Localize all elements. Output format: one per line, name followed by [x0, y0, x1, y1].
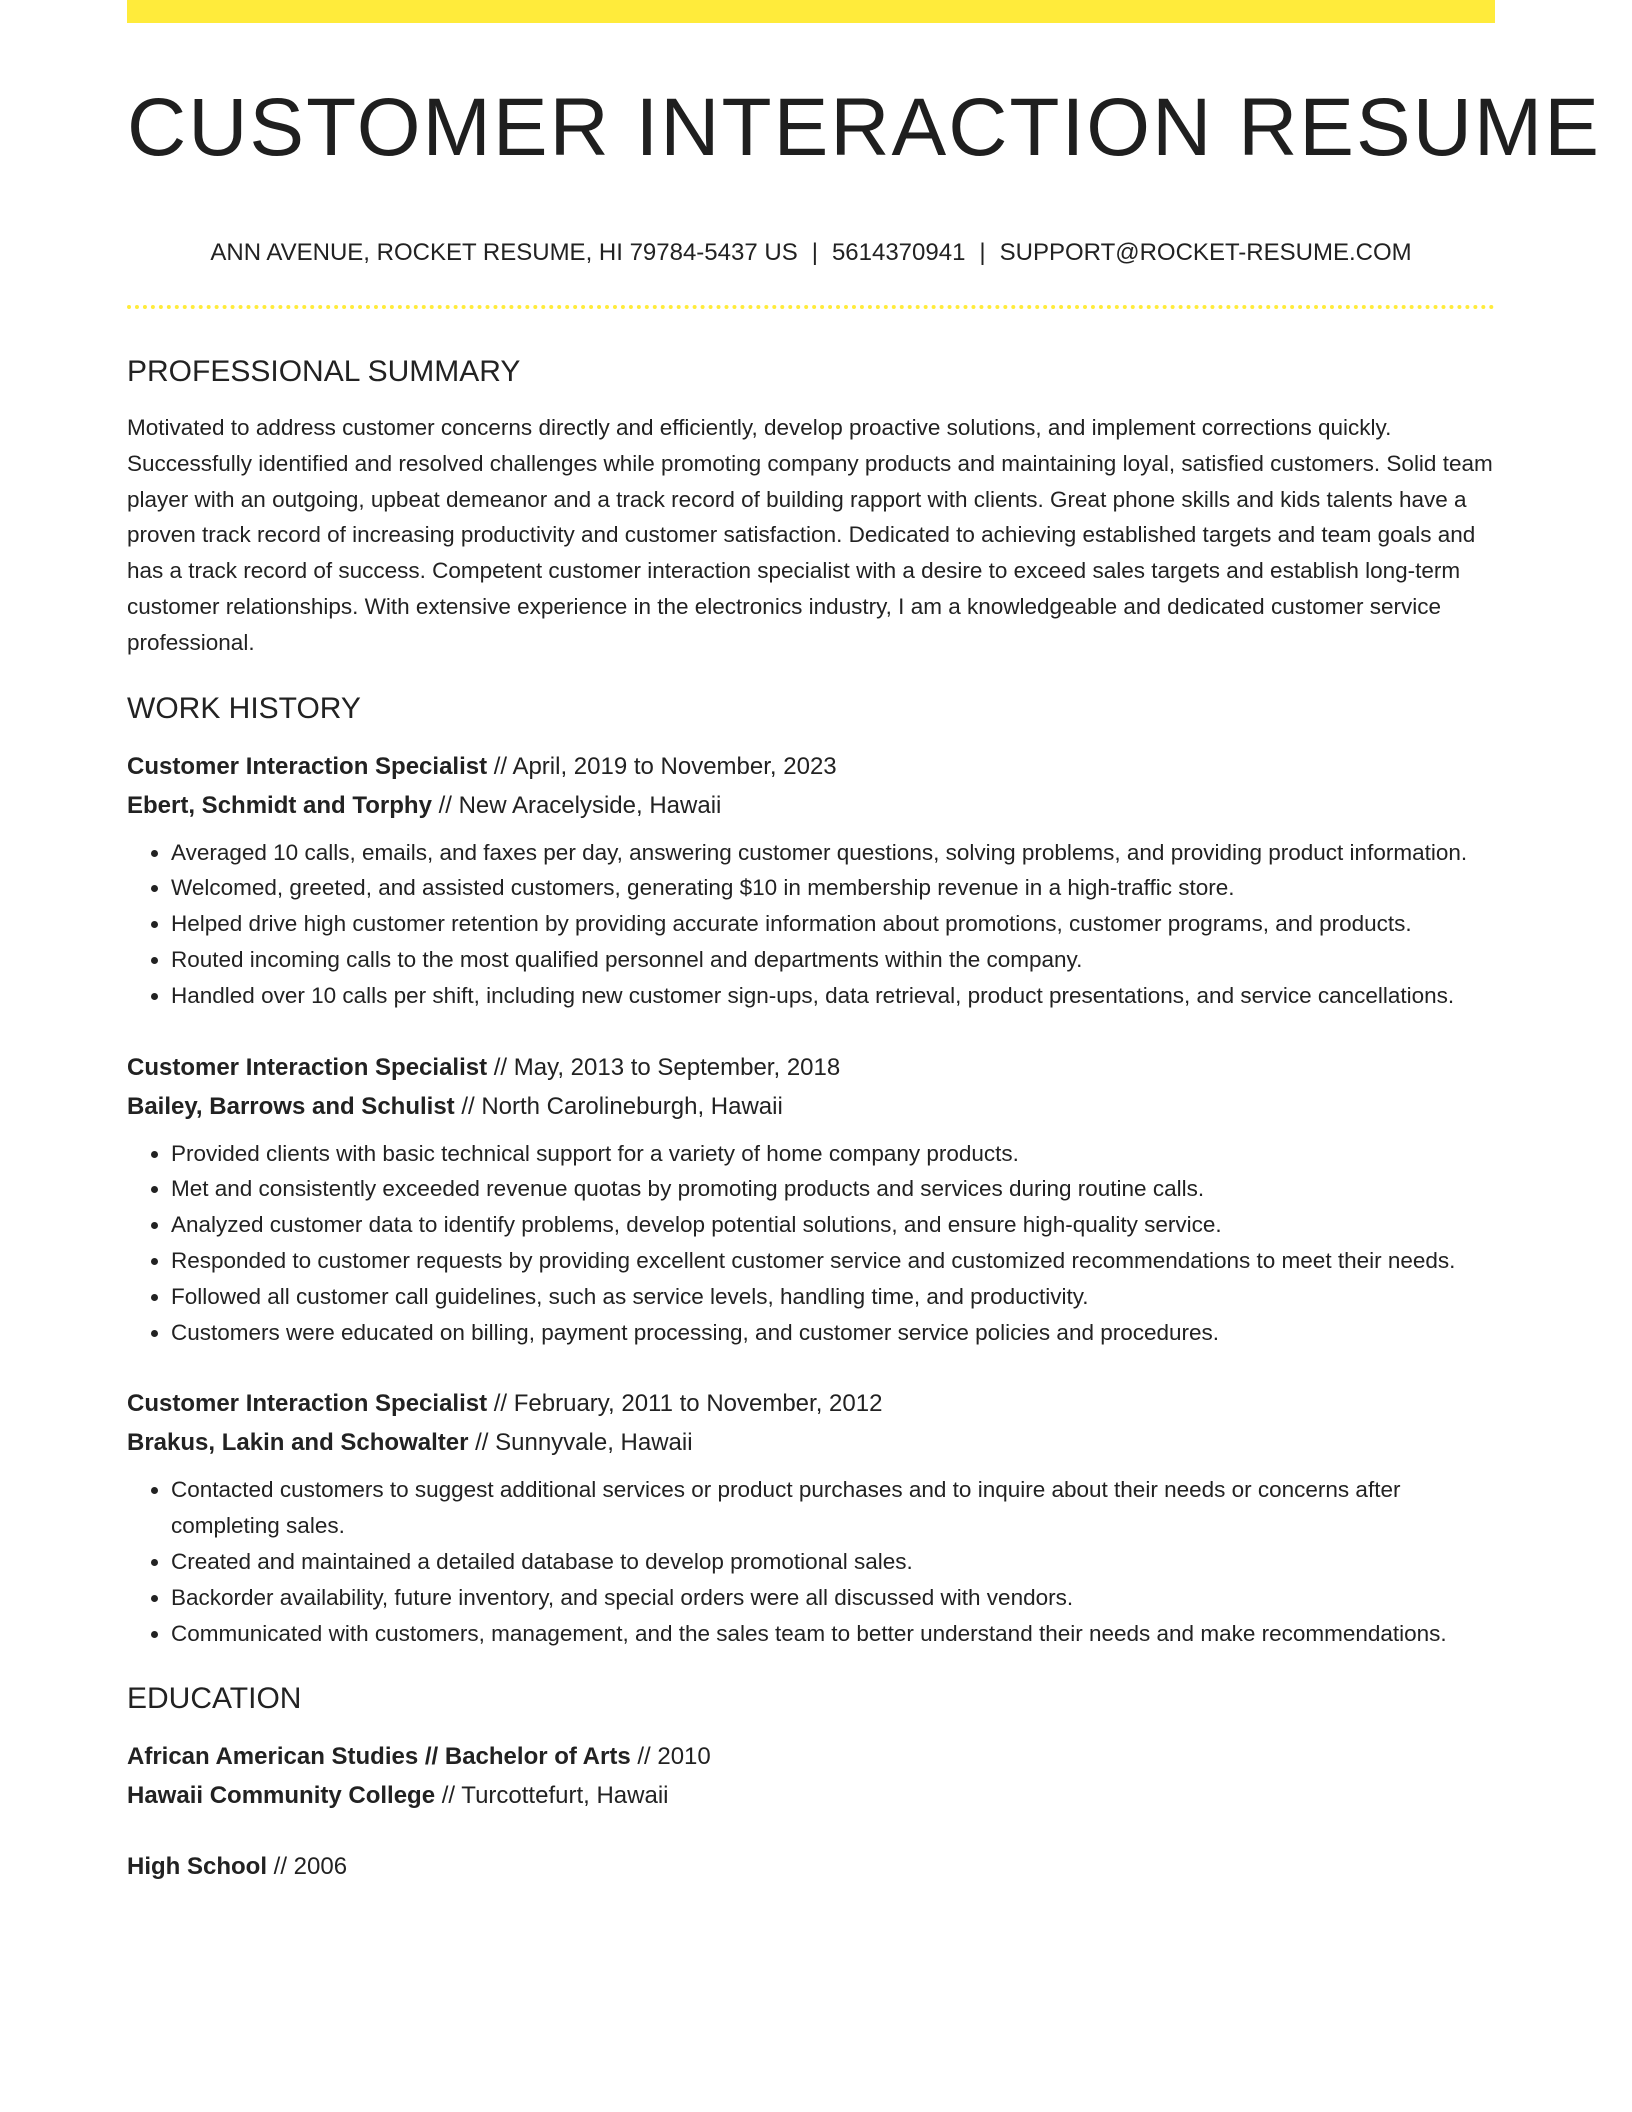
job-bullet: • Backorder availability, future inventory, and special orders were all discussed with vendors. [171, 1580, 1495, 1616]
job-bullet: • Followed all customer call guidelines, such as service levels, handling time, and productivity. [171, 1279, 1495, 1315]
job-title-line [127, 1384, 1495, 1423]
education-entry [127, 1847, 1495, 1886]
job-bullet: • Helped drive high customer retention by providing accurate information about promotions, customer programs, and products. [171, 906, 1495, 942]
job-title-line [127, 747, 1495, 786]
job-bullet: • Welcomed, greeted, and assisted customers, generating $10 in membership revenue in a high-traffic store. [171, 870, 1495, 906]
job-company: Brakus, Lakin and Schowalter [127, 1429, 469, 1457]
work-history-heading: WORK HISTORY [127, 691, 361, 725]
job-bullets [127, 1136, 1495, 1351]
job-title-line [127, 1048, 1495, 1087]
contact-phone: 5614370941 [831, 239, 966, 266]
resume-content [127, 350, 1495, 1886]
work-history-section [127, 687, 1495, 1652]
job-bullet: • Customers were educated on billing, payment processing, and customer service policies and procedures. [171, 1315, 1495, 1351]
education-section [127, 1677, 1495, 1886]
education-heading: EDUCATION [127, 1682, 302, 1716]
job-dates: // May, 2013 to September, 2018 [487, 1053, 841, 1081]
job-company: Bailey, Barrows and Schulist [127, 1092, 455, 1120]
education-degree: High School [127, 1853, 267, 1881]
job-dates: // April, 2019 to November, 2023 [487, 752, 837, 780]
job-bullet: • Handled over 10 calls per shift, including new customer sign-ups, data retrieval, product presentations, and service cancellations. [171, 978, 1495, 1014]
job-bullet: • Communicated with customers, management, and the sales team to better understand their needs and make recommendations. [171, 1616, 1495, 1652]
job-entry [127, 747, 1495, 1014]
resume-title: CUSTOMER INTERACTION RESUME [127, 82, 1601, 173]
job-bullets [127, 1472, 1495, 1651]
contact-address: ANN AVENUE, ROCKET RESUME, HI 79784-5437 US [210, 239, 798, 266]
summary-heading: PROFESSIONAL SUMMARY [127, 355, 521, 388]
education-entry [127, 1737, 1495, 1815]
contact-separator: | [979, 239, 986, 266]
contact-email: SUPPORT@ROCKET-RESUME.COM [999, 239, 1412, 266]
job-bullet: • Averaged 10 calls, emails, and faxes per day, answering customer questions, solving problems, and providing product information. [171, 835, 1495, 871]
education-degree: African American Studies // Bachelor of Arts [127, 1743, 631, 1771]
education-year: // 2010 [630, 1743, 711, 1771]
job-title: Customer Interaction Specialist [127, 1390, 488, 1418]
top-accent-bar [127, 0, 1495, 23]
education-location: // Turcottefurt, Hawaii [435, 1782, 669, 1810]
job-company-line [127, 1423, 1495, 1462]
job-company: Ebert, Schmidt and Torphy [127, 791, 432, 819]
job-entry [127, 1384, 1495, 1651]
job-bullet: • Contacted customers to suggest additional services or product purchases and to inquire about their needs or concerns after completing sales. [171, 1472, 1495, 1544]
education-school: Hawaii Community College [127, 1782, 436, 1810]
job-bullet: • Provided clients with basic technical support for a variety of home company products. [171, 1136, 1495, 1172]
job-location: // Sunnyvale, Hawaii [468, 1429, 693, 1457]
education-school-line [127, 1776, 1495, 1815]
job-title: Customer Interaction Specialist [127, 752, 488, 780]
dotted-divider [127, 305, 1495, 309]
job-bullet: • Analyzed customer data to identify problems, develop potential solutions, and ensure high-quality service. [171, 1207, 1495, 1243]
job-bullet: • Responded to customer requests by providing excellent customer service and customized recommendations to meet their needs. [171, 1243, 1495, 1279]
job-location: // New Aracelyside, Hawaii [431, 791, 722, 819]
job-bullet: • Created and maintained a detailed database to develop promotional sales. [171, 1544, 1495, 1580]
education-year: // 2006 [267, 1853, 348, 1881]
contact-line [127, 236, 1495, 270]
job-company-line [127, 1087, 1495, 1126]
job-title: Customer Interaction Specialist [127, 1053, 488, 1081]
education-degree-line [127, 1847, 1495, 1886]
education-degree-line [127, 1737, 1495, 1776]
summary-text: Motivated to address customer concerns directly and efficiently, develop proactive solutions, and implement corrections quickly. Successfully identified and resolved challenges while promoting company products and maintaining loyal, satisfied customers. Solid team player with an outgoing, upbeat demeanor and a track record of building rapport with clients. Great phone skills and kids talents have a proven track record of increasing productivity and customer satisfaction. Dedicated to achieving established targets and team goals and has a track record of success. Competent customer interaction specialist with a desire to exceed sales targets and establish long-term customer relationships. With extensive experience in the electronics industry, I am a knowledgeable and dedicated customer service professional. [127, 415, 1493, 655]
job-company-line [127, 786, 1495, 825]
job-bullets [127, 835, 1495, 1014]
job-bullet: • Routed incoming calls to the most qualified personnel and departments within the company. [171, 942, 1495, 978]
job-location: // North Carolineburgh, Hawaii [454, 1092, 783, 1120]
job-entry [127, 1048, 1495, 1351]
contact-separator: | [811, 239, 818, 266]
job-dates: // February, 2011 to November, 2012 [487, 1390, 883, 1418]
job-bullet: • Met and consistently exceeded revenue quotas by promoting products and services during routine calls. [171, 1171, 1495, 1207]
